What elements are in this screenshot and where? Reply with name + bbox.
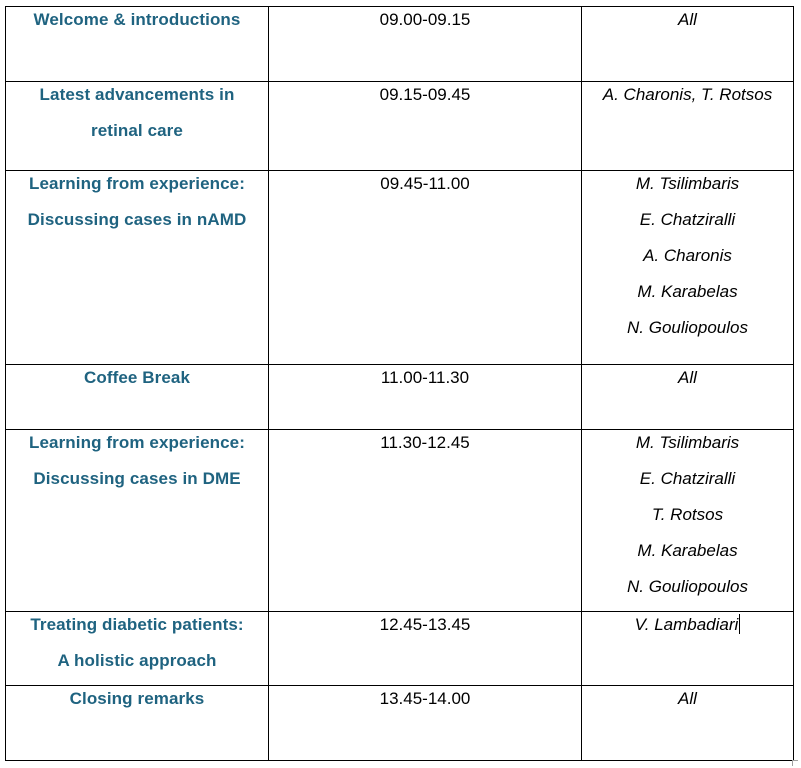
- session-speakers-cell: [582, 7, 794, 82]
- session-time: 11.00-11.30: [380, 368, 470, 387]
- session-topic: Welcome & introductions: [33, 10, 241, 29]
- session-time-cell: [269, 7, 582, 82]
- session-time: 09.15-09.45: [379, 85, 471, 104]
- session-topic: retinal care: [91, 121, 183, 140]
- session-speakers-cell: [582, 171, 794, 365]
- session-topic-cell: [6, 612, 269, 686]
- session-topic: Discussing cases in DME: [33, 469, 241, 488]
- speaker-name: E. Chatziralli: [639, 469, 736, 488]
- speaker-name: All: [678, 689, 697, 708]
- session-topic-cell: [6, 171, 269, 365]
- speaker-name: All: [678, 10, 697, 29]
- speaker-name: N. Gouliopoulos: [627, 318, 748, 337]
- session-topic: Closing remarks: [69, 689, 205, 708]
- speaker-name: T. Rotsos: [651, 505, 724, 524]
- table-row: [6, 612, 794, 686]
- session-speakers-cell: [582, 365, 794, 430]
- session-time-cell: [269, 686, 582, 761]
- table-row: [6, 171, 794, 365]
- session-time-cell: [269, 430, 582, 612]
- session-speakers-cell[interactable]: [582, 612, 794, 686]
- session-topic-cell: [6, 686, 269, 761]
- session-topic: Learning from experience:: [28, 433, 245, 452]
- session-topic: Latest advancements in: [39, 85, 235, 104]
- speaker-name: All: [678, 368, 697, 387]
- session-time-cell: [269, 171, 582, 365]
- speaker-name: A. Charonis, T. Rotsos: [602, 85, 773, 104]
- page-corner-mark: [792, 760, 798, 766]
- session-time: 11.30-12.45: [380, 433, 470, 452]
- session-time: 09.45-11.00: [380, 174, 470, 193]
- speaker-name: A. Charonis: [643, 246, 732, 265]
- speaker-name: M. Tsilimbaris: [635, 433, 740, 452]
- table-row: [6, 430, 794, 612]
- session-time-cell: [269, 82, 582, 171]
- session-time: 13.45-14.00: [379, 689, 471, 708]
- session-topic-cell: [6, 82, 269, 171]
- speaker-line: [582, 607, 793, 643]
- session-topic-cell: [6, 365, 269, 430]
- session-topic: Learning from experience:: [28, 174, 245, 193]
- speaker-name: V. Lambadiari: [634, 615, 739, 634]
- table-row: [6, 7, 794, 82]
- session-speakers-cell: [582, 686, 794, 761]
- session-time: 12.45-13.45: [379, 615, 471, 634]
- session-topic-cell: [6, 430, 269, 612]
- session-time-cell: [269, 612, 582, 686]
- table-row: [6, 82, 794, 171]
- session-time: 09.00-09.15: [379, 10, 471, 29]
- session-topic: Coffee Break: [83, 368, 191, 387]
- session-speakers-cell: [582, 82, 794, 171]
- table-row: [6, 365, 794, 430]
- speaker-name: M. Karabelas: [637, 541, 738, 560]
- session-topic: Discussing cases in nAMD: [27, 210, 247, 229]
- text-cursor: [739, 614, 740, 634]
- speaker-name: M. Tsilimbaris: [635, 174, 740, 193]
- session-speakers-cell: [582, 430, 794, 612]
- agenda-table: [5, 6, 794, 761]
- agenda-body: [6, 7, 794, 761]
- speaker-name: E. Chatziralli: [639, 210, 736, 229]
- speaker-name: N. Gouliopoulos: [627, 577, 748, 596]
- session-topic-cell: [6, 7, 269, 82]
- table-row: [6, 686, 794, 761]
- session-topic: Treating diabetic patients:: [30, 615, 244, 634]
- session-topic: A holistic approach: [57, 651, 217, 670]
- session-time-cell: [269, 365, 582, 430]
- speaker-name: M. Karabelas: [637, 282, 738, 301]
